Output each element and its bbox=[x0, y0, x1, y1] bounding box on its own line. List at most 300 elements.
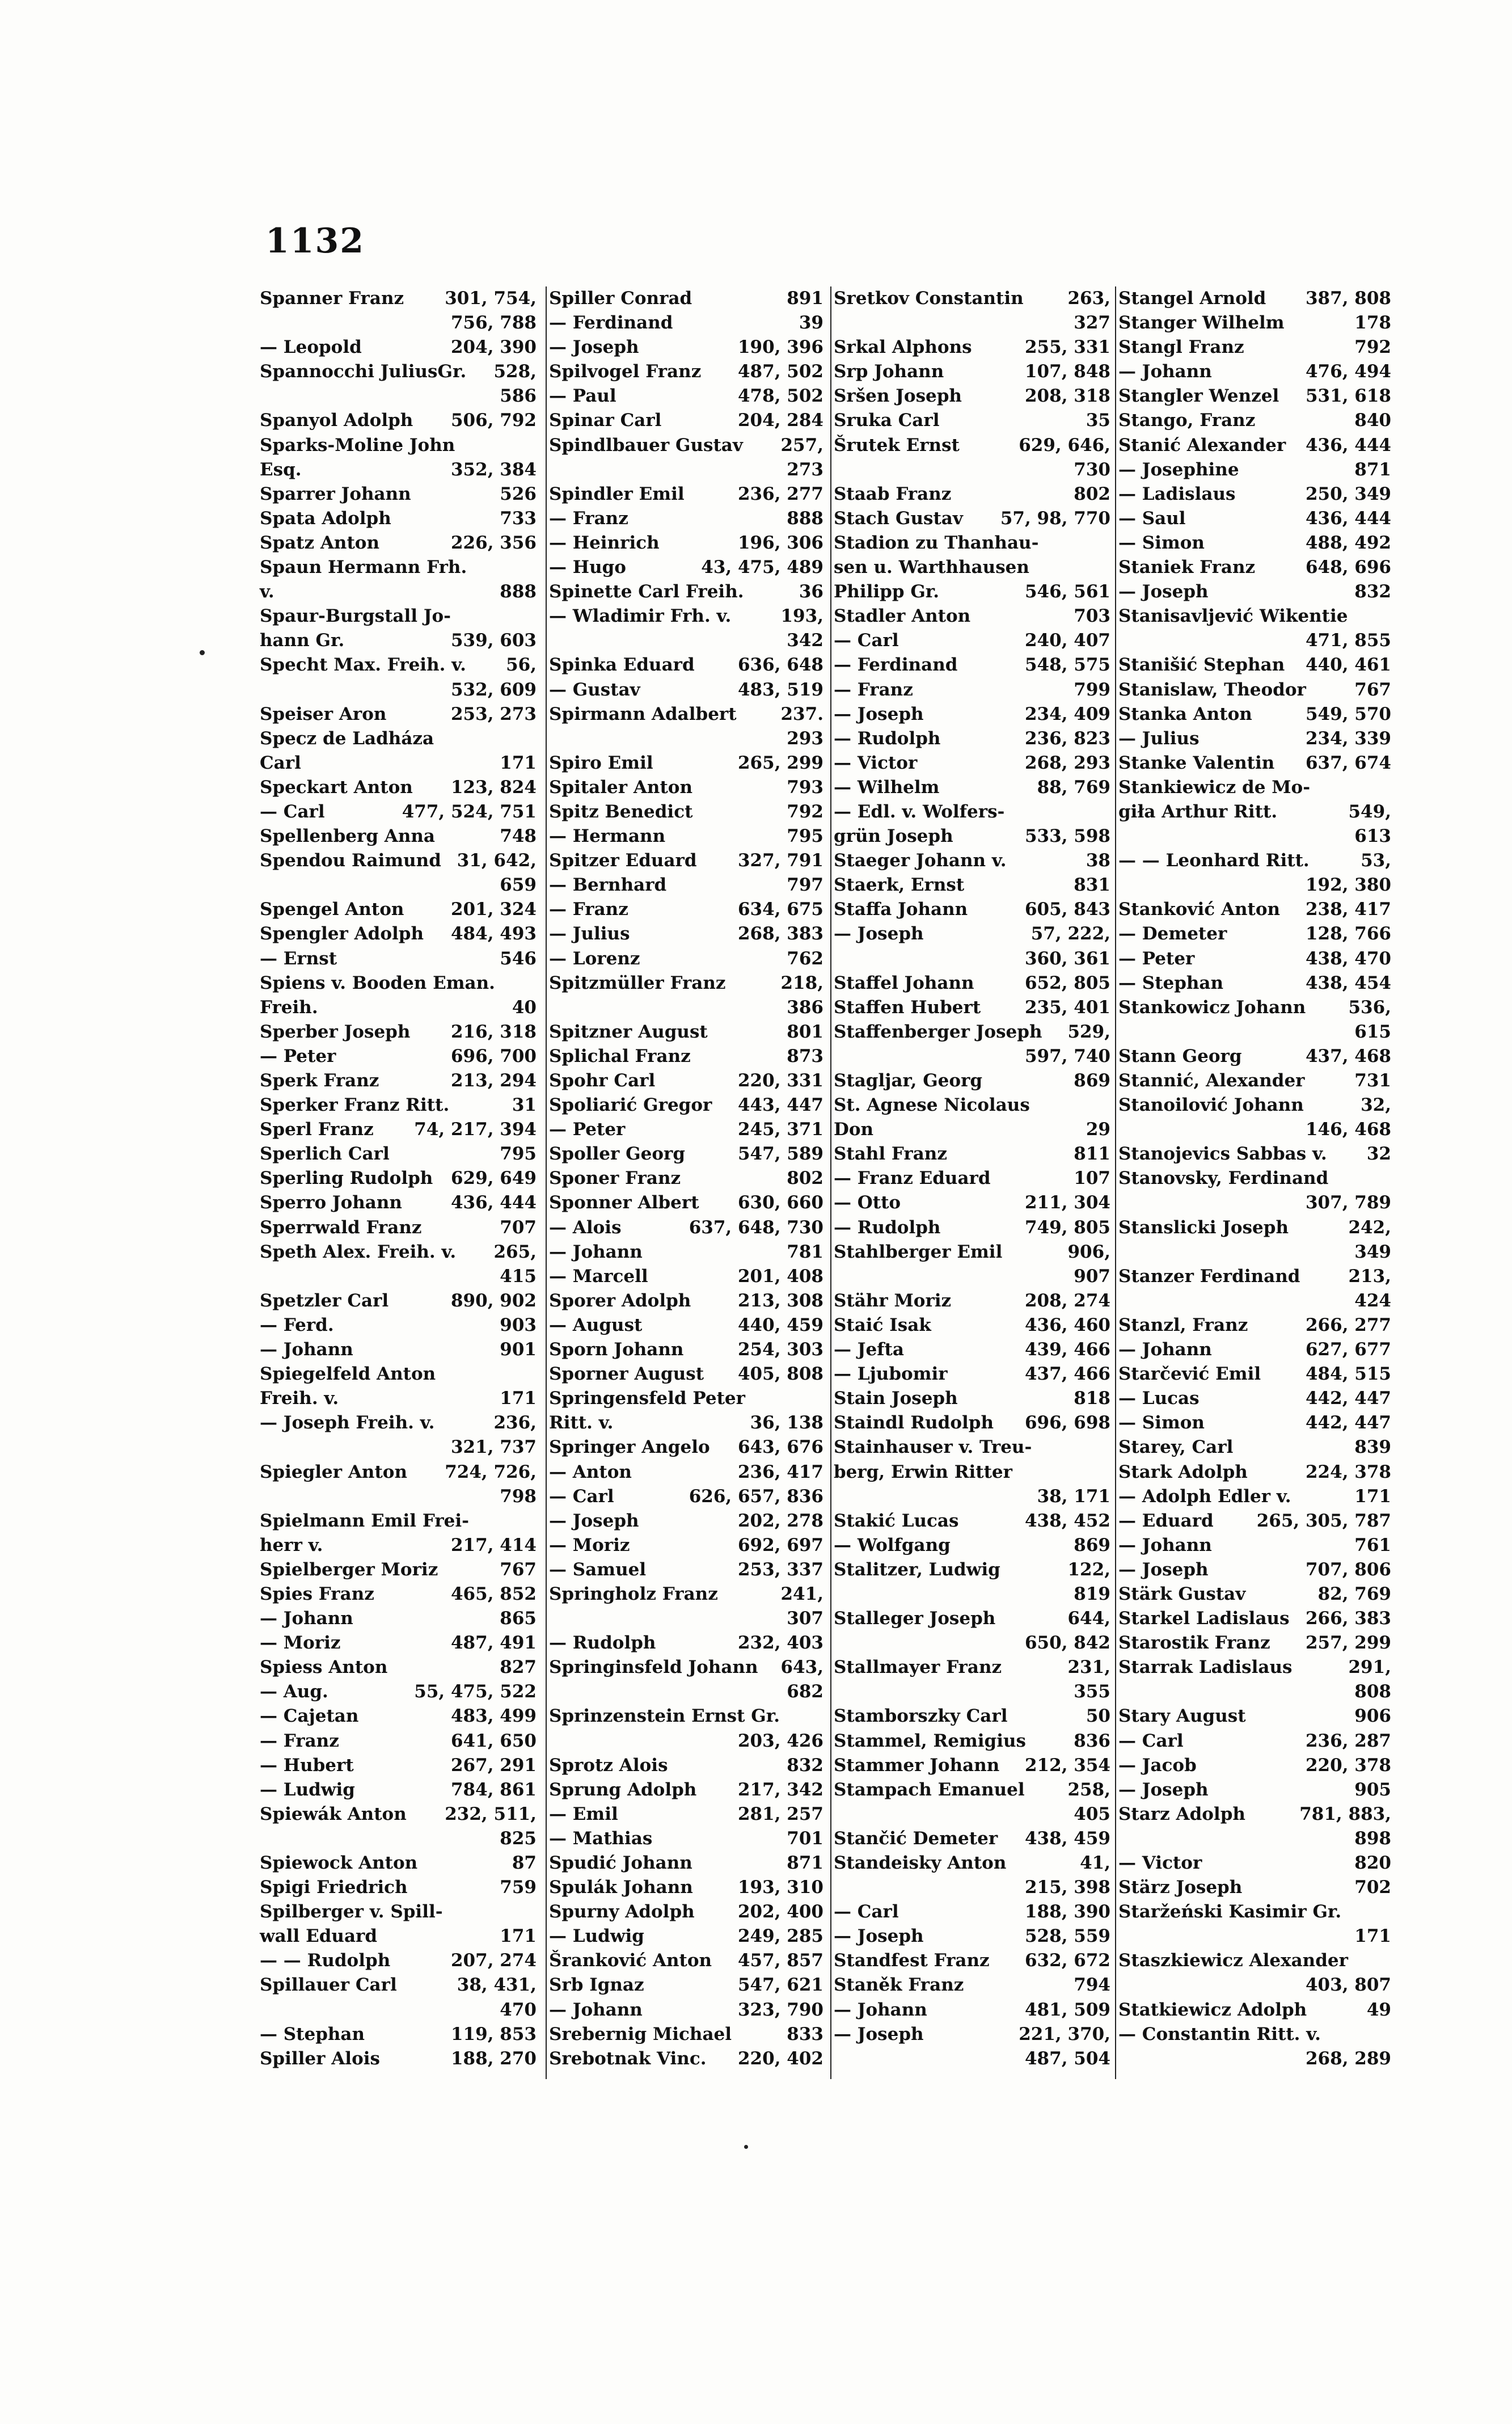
index-entry bbox=[834, 1216, 1110, 1240]
index-entry bbox=[834, 1753, 1110, 1778]
entry-pages: 820 bbox=[1354, 1853, 1391, 1873]
entry-pages: 188, 270 bbox=[450, 2048, 537, 2069]
entry-name: — Samuel bbox=[549, 1559, 647, 1580]
index-entry bbox=[260, 458, 537, 482]
entry-name: Sponer Franz bbox=[549, 1168, 681, 1189]
index-entry bbox=[1118, 629, 1391, 653]
index-entry bbox=[1118, 1924, 1391, 1949]
index-entry bbox=[1118, 1240, 1391, 1264]
entry-pages: 797 bbox=[787, 875, 823, 896]
entry-pages: 905 bbox=[1354, 1779, 1391, 1800]
index-entry bbox=[834, 1655, 1110, 1680]
entry-name: Spaun Hermann Frh. bbox=[260, 557, 467, 578]
index-entry bbox=[549, 1069, 823, 1093]
index-entry bbox=[260, 1875, 537, 1900]
entry-pages: 41, bbox=[1080, 1853, 1110, 1873]
index-entry bbox=[260, 1509, 537, 1533]
entry-pages: 213, 294 bbox=[450, 1070, 537, 1091]
entry-name: — Otto bbox=[834, 1192, 901, 1213]
entry-name: Freih. bbox=[260, 997, 318, 1018]
index-entry bbox=[1118, 1166, 1391, 1191]
entry-pages: 32, bbox=[1361, 1095, 1391, 1116]
entry-name: Starz Adolph bbox=[1118, 1803, 1245, 1824]
entry-pages: 107 bbox=[1074, 1168, 1110, 1189]
index-entry bbox=[834, 873, 1110, 897]
entry-name: Specz de Ladháza bbox=[260, 728, 434, 749]
index-entry bbox=[549, 1802, 823, 1827]
entry-name: Stangl Franz bbox=[1118, 337, 1244, 358]
entry-name: herr v. bbox=[260, 1535, 323, 1555]
index-entry bbox=[834, 1558, 1110, 1582]
entry-pages: 327 bbox=[1074, 313, 1110, 334]
index-entry bbox=[549, 1558, 823, 1582]
entry-pages: 240, 407 bbox=[1024, 630, 1110, 651]
index-entry bbox=[549, 1044, 823, 1069]
entry-pages: 119, 853 bbox=[450, 2023, 537, 2044]
entry-name: Sporner August bbox=[549, 1364, 704, 1385]
index-entry bbox=[260, 531, 537, 555]
index-entry bbox=[1118, 1753, 1391, 1778]
entry-name: Sparrer Johann bbox=[260, 483, 411, 504]
entry-pages: 483, 499 bbox=[450, 1706, 537, 1727]
stray-mark bbox=[200, 650, 205, 655]
index-entry bbox=[1118, 1533, 1391, 1558]
entry-pages: 236, 823 bbox=[1024, 728, 1110, 749]
entry-pages: 208, 318 bbox=[1024, 386, 1110, 407]
entry-pages: 613 bbox=[1354, 826, 1391, 847]
entry-name: — August bbox=[549, 1314, 643, 1335]
index-entry bbox=[1118, 1729, 1391, 1753]
entry-name: Stango, Franz bbox=[1118, 410, 1256, 431]
entry-name: Standfest Franz bbox=[834, 1950, 990, 1971]
entry-pages: 487, 491 bbox=[450, 1633, 537, 1654]
stray-mark bbox=[744, 2145, 748, 2149]
index-entry bbox=[260, 849, 537, 873]
index-entry bbox=[549, 629, 823, 653]
index-entry bbox=[260, 1998, 537, 2022]
index-entry bbox=[549, 1851, 823, 1875]
entry-pages: 549, 570 bbox=[1305, 703, 1391, 724]
entry-name: — Wolfgang bbox=[834, 1535, 951, 1555]
index-entry bbox=[549, 702, 823, 727]
entry-name: — Peter bbox=[549, 1119, 626, 1140]
entry-pages: 236, 277 bbox=[737, 483, 823, 504]
entry-pages: 903 bbox=[500, 1314, 537, 1335]
entry-name: Stainhauser v. Treu- bbox=[834, 1437, 1032, 1458]
entry-name: — Aug. bbox=[260, 1681, 328, 1702]
index-entry bbox=[549, 751, 823, 775]
index-entry bbox=[1118, 1509, 1391, 1533]
index-entry bbox=[834, 1142, 1110, 1166]
index-entry bbox=[260, 1607, 537, 1631]
entry-pages: 906, bbox=[1067, 1241, 1110, 1262]
index-entry bbox=[549, 678, 823, 702]
entry-name: Spiegler Anton bbox=[260, 1461, 407, 1482]
entry-pages: 819 bbox=[1074, 1583, 1110, 1604]
entry-pages: 242, bbox=[1348, 1217, 1391, 1238]
index-entry bbox=[549, 1753, 823, 1778]
entry-pages: 38, 171 bbox=[1037, 1486, 1110, 1507]
index-entry bbox=[1118, 507, 1391, 531]
entry-pages: 792 bbox=[1354, 337, 1391, 358]
index-entry bbox=[834, 482, 1110, 507]
entry-pages: 440, 461 bbox=[1305, 655, 1391, 676]
entry-pages: 355 bbox=[1074, 1681, 1110, 1702]
entry-pages: 597, 740 bbox=[1024, 1046, 1110, 1066]
entry-name: Srp Johann bbox=[834, 361, 944, 382]
index-entry bbox=[549, 1020, 823, 1044]
entry-name: Spitaler Anton bbox=[549, 777, 692, 798]
entry-pages: 811 bbox=[1074, 1144, 1110, 1165]
entry-name: Staić Isak bbox=[834, 1314, 931, 1335]
index-entry bbox=[1118, 1949, 1391, 1973]
entry-name: Spindler Emil bbox=[549, 483, 685, 504]
entry-pages: 232, 511, bbox=[445, 1803, 537, 1824]
entry-pages: 802 bbox=[1074, 483, 1110, 504]
entry-pages: 825 bbox=[500, 1828, 537, 1849]
entry-name: Starrak Ladislaus bbox=[1118, 1657, 1293, 1678]
index-entry bbox=[1118, 433, 1391, 458]
index-entry bbox=[260, 922, 537, 946]
entry-pages: 32 bbox=[1366, 1144, 1391, 1165]
entry-pages: 827 bbox=[500, 1657, 537, 1678]
entry-name: Staffa Johann bbox=[834, 899, 968, 920]
index-entry bbox=[549, 1485, 823, 1509]
entry-name: — Ludwig bbox=[549, 1926, 644, 1947]
entry-name: Spurny Adolph bbox=[549, 1902, 695, 1923]
entry-pages: 323, 790 bbox=[737, 1999, 823, 2020]
entry-pages: 630, 660 bbox=[737, 1192, 823, 1213]
entry-pages: 888 bbox=[787, 508, 823, 529]
index-entry bbox=[549, 1386, 823, 1411]
entry-name: Staeger Johann v. bbox=[834, 850, 1007, 871]
entry-name: — Joseph bbox=[1118, 581, 1209, 602]
index-entry bbox=[549, 2022, 823, 2047]
entry-pages: 53, bbox=[1361, 850, 1391, 871]
entry-name: St. Agnese Nicolaus bbox=[834, 1095, 1030, 1116]
index-entry bbox=[834, 1093, 1110, 1118]
entry-name: Stalleger Joseph bbox=[834, 1608, 996, 1629]
entry-pages: 301, 754, bbox=[445, 288, 537, 309]
entry-pages: 795 bbox=[787, 826, 823, 847]
entry-pages: 457, 857 bbox=[737, 1950, 823, 1971]
entry-name: — Johann bbox=[1118, 361, 1212, 382]
index-entry bbox=[260, 1362, 537, 1386]
entry-pages: 234, 339 bbox=[1305, 728, 1391, 749]
entry-name: Stanislaw, Theodor bbox=[1118, 679, 1306, 700]
entry-pages: 171 bbox=[500, 1388, 537, 1409]
entry-pages: 652, 805 bbox=[1024, 972, 1110, 993]
entry-pages: 202, 400 bbox=[737, 1902, 823, 1923]
entry-name: Spiewák Anton bbox=[260, 1803, 407, 1824]
index-entry bbox=[834, 800, 1110, 824]
entry-name: — Carl bbox=[834, 1902, 899, 1923]
index-entry bbox=[834, 1044, 1110, 1069]
index-entry bbox=[260, 1827, 537, 1851]
index-entry bbox=[1118, 1264, 1391, 1289]
entry-name: Stampach Emanuel bbox=[834, 1779, 1025, 1800]
entry-name: Philipp Gr. bbox=[834, 581, 940, 602]
index-entry bbox=[834, 849, 1110, 873]
entry-name: — Ferdinand bbox=[834, 655, 958, 676]
index-entry bbox=[260, 971, 537, 996]
entry-pages: 107, 848 bbox=[1024, 361, 1110, 382]
entry-name: Sporer Adolph bbox=[549, 1290, 691, 1311]
entry-pages: 793 bbox=[787, 777, 823, 798]
entry-pages: 438, 459 bbox=[1024, 1828, 1110, 1849]
entry-pages: 403, 807 bbox=[1305, 1975, 1391, 1996]
index-entry bbox=[549, 1533, 823, 1558]
index-entry bbox=[834, 1729, 1110, 1753]
entry-name: — Cajetan bbox=[260, 1706, 359, 1727]
entry-pages: 703 bbox=[1074, 606, 1110, 627]
entry-name: — Eduard bbox=[1118, 1510, 1214, 1531]
entry-pages: 632, 672 bbox=[1024, 1950, 1110, 1971]
index-entry bbox=[834, 678, 1110, 702]
index-entry bbox=[834, 775, 1110, 800]
entry-name: Stanoilović Johann bbox=[1118, 1095, 1304, 1116]
entry-name: Spilberger v. Spill- bbox=[260, 1902, 443, 1923]
index-entry bbox=[260, 1142, 537, 1166]
entry-pages: 55, 475, 522 bbox=[414, 1681, 537, 1702]
entry-pages: 257, bbox=[780, 435, 823, 456]
entry-pages: 767 bbox=[500, 1559, 537, 1580]
index-entry bbox=[260, 1313, 537, 1338]
index-entry bbox=[549, 335, 823, 360]
entry-name: — Anton bbox=[549, 1461, 632, 1482]
entry-pages: 547, 621 bbox=[737, 1975, 823, 1996]
entry-pages: 627, 677 bbox=[1305, 1339, 1391, 1360]
entry-pages: 196, 306 bbox=[737, 532, 823, 553]
index-entry bbox=[1118, 1362, 1391, 1386]
entry-pages: 245, 371 bbox=[737, 1119, 823, 1140]
entry-pages: 643, 676 bbox=[737, 1437, 823, 1458]
index-entry bbox=[549, 800, 823, 824]
entry-pages: 898 bbox=[1354, 1828, 1391, 1849]
index-entry bbox=[834, 1949, 1110, 1973]
index-entry bbox=[1118, 458, 1391, 482]
entry-name: — Johann bbox=[834, 1999, 927, 2020]
index-entry bbox=[549, 1338, 823, 1362]
index-entry bbox=[549, 1289, 823, 1313]
index-entry bbox=[834, 897, 1110, 922]
entry-name: — Carl bbox=[549, 1486, 614, 1507]
index-entry bbox=[1118, 1142, 1391, 1166]
entry-name: Srb Ignaz bbox=[549, 1975, 644, 1996]
index-entry bbox=[549, 1607, 823, 1631]
entry-name: Spannocchi JuliusGr. bbox=[260, 361, 467, 382]
entry-name: — Joseph bbox=[549, 1510, 639, 1531]
entry-name: — Ferdinand bbox=[549, 313, 673, 334]
entry-pages: 349 bbox=[1354, 1241, 1391, 1262]
entry-name: — Ernst bbox=[260, 948, 337, 969]
entry-pages: 213, bbox=[1348, 1266, 1391, 1287]
entry-name: Spanyol Adolph bbox=[260, 410, 413, 431]
entry-name: Sperker Franz Ritt. bbox=[260, 1095, 450, 1116]
index-entry bbox=[1118, 1851, 1391, 1875]
entry-pages: 891 bbox=[787, 288, 823, 309]
entry-name: Stankowicz Johann bbox=[1118, 997, 1306, 1018]
index-entry bbox=[1118, 751, 1391, 775]
index-entry bbox=[834, 727, 1110, 751]
index-entry bbox=[549, 2047, 823, 2071]
index-entry bbox=[834, 1680, 1110, 1704]
entry-pages: 888 bbox=[500, 581, 537, 602]
entry-pages: 762 bbox=[787, 948, 823, 969]
entry-pages: 29 bbox=[1086, 1119, 1110, 1140]
entry-name: — Heinrich bbox=[549, 532, 660, 553]
entry-pages: 38, 431, bbox=[457, 1975, 537, 1996]
index-entry bbox=[1118, 897, 1391, 922]
entry-name: Staab Franz bbox=[834, 483, 952, 504]
index-entry bbox=[260, 1582, 537, 1607]
index-entry bbox=[549, 286, 823, 311]
index-entry bbox=[549, 1704, 823, 1729]
index-entry bbox=[1118, 1704, 1391, 1729]
entry-name: Springensfeld Peter bbox=[549, 1388, 745, 1409]
entry-pages: 211, 304 bbox=[1024, 1192, 1110, 1213]
entry-pages: 873 bbox=[787, 1046, 823, 1066]
index-entry bbox=[1118, 1044, 1391, 1069]
index-entry bbox=[834, 1924, 1110, 1949]
entry-pages: 696, 700 bbox=[450, 1046, 537, 1066]
entry-name: Springer Angelo bbox=[549, 1437, 710, 1458]
entry-name: — Stephan bbox=[1118, 972, 1224, 993]
entry-name: Stagljar, Georg bbox=[834, 1070, 983, 1091]
index-entry bbox=[1118, 335, 1391, 360]
entry-pages: 265, 305, 787 bbox=[1256, 1510, 1391, 1531]
entry-name: Spengler Adolph bbox=[260, 924, 424, 945]
entry-pages: 221, 370, bbox=[1019, 2023, 1110, 2044]
entry-name: Spengel Anton bbox=[260, 899, 404, 920]
index-entry bbox=[1118, 1802, 1391, 1827]
entry-name: — Joseph bbox=[834, 703, 924, 724]
entry-pages: 212, 354 bbox=[1024, 1755, 1110, 1776]
index-entry bbox=[549, 1827, 823, 1851]
entry-name: Springinsfeld Johann bbox=[549, 1657, 758, 1678]
entry-name: — Moriz bbox=[549, 1535, 630, 1555]
entry-pages: 436, 444 bbox=[1305, 435, 1391, 456]
entry-name: Spinar Carl bbox=[549, 410, 662, 431]
entry-name: Stammel, Remigius bbox=[834, 1730, 1026, 1751]
entry-pages: 748 bbox=[500, 826, 537, 847]
index-entry bbox=[260, 751, 537, 775]
index-entry bbox=[834, 360, 1110, 384]
index-entry bbox=[834, 1118, 1110, 1142]
entry-pages: 268, 383 bbox=[737, 924, 823, 945]
entry-pages: 254, 303 bbox=[737, 1339, 823, 1360]
index-entry bbox=[260, 1386, 537, 1411]
entry-pages: 470 bbox=[500, 1999, 537, 2020]
entry-name: Starostik Franz bbox=[1118, 1633, 1270, 1654]
entry-pages: 465, 852 bbox=[450, 1583, 537, 1604]
entry-pages: 707 bbox=[500, 1217, 537, 1238]
index-entry bbox=[834, 580, 1110, 604]
entry-pages: 795 bbox=[500, 1144, 537, 1165]
index-entry bbox=[1118, 873, 1391, 897]
index-entry bbox=[1118, 1460, 1391, 1485]
entry-name: — Lorenz bbox=[549, 948, 640, 969]
index-entry bbox=[834, 384, 1110, 408]
entry-pages: 547, 589 bbox=[737, 1144, 823, 1165]
entry-pages: 232, 403 bbox=[737, 1633, 823, 1654]
entry-pages: 266, 277 bbox=[1305, 1314, 1391, 1335]
index-entry bbox=[260, 702, 537, 727]
entry-pages: 268, 293 bbox=[1024, 752, 1110, 773]
entry-pages: 122, bbox=[1067, 1559, 1110, 1580]
entry-pages: 265, bbox=[493, 1241, 537, 1262]
entry-name: Srkal Alphons bbox=[834, 337, 972, 358]
index-entry bbox=[549, 996, 823, 1020]
entry-pages: 128, 766 bbox=[1305, 924, 1391, 945]
index-entry bbox=[834, 604, 1110, 629]
index-entry bbox=[260, 335, 537, 360]
index-entry bbox=[834, 1875, 1110, 1900]
entry-name: Šranković Anton bbox=[549, 1950, 712, 1971]
index-entry bbox=[260, 629, 537, 653]
entry-name: Staniek Franz bbox=[1118, 557, 1256, 578]
entry-name: Stanković Anton bbox=[1118, 899, 1281, 920]
entry-name: Splichal Franz bbox=[549, 1046, 691, 1066]
entry-name: Sprotz Alois bbox=[549, 1755, 668, 1776]
index-entry bbox=[834, 458, 1110, 482]
column-divider bbox=[830, 286, 831, 2079]
entry-pages: 202, 278 bbox=[737, 1510, 823, 1531]
entry-name: Srebernig Michael bbox=[549, 2023, 732, 2044]
index-entry bbox=[260, 555, 537, 580]
entry-pages: 439, 466 bbox=[1024, 1339, 1110, 1360]
index-entry bbox=[260, 311, 537, 335]
entry-name: Stärz Joseph bbox=[1118, 1877, 1243, 1898]
entry-name: Sperro Johann bbox=[260, 1192, 402, 1213]
index-entry bbox=[834, 286, 1110, 311]
index-entry bbox=[834, 555, 1110, 580]
index-entry bbox=[260, 727, 537, 751]
entry-pages: 637, 648, 730 bbox=[689, 1217, 823, 1238]
index-entry bbox=[549, 384, 823, 408]
entry-name: Sperling Rudolph bbox=[260, 1168, 433, 1189]
entry-name: Spendou Raimund bbox=[260, 850, 441, 871]
index-entry bbox=[549, 775, 823, 800]
entry-name: Srebotnak Vinc. bbox=[549, 2048, 707, 2069]
index-entry bbox=[1118, 824, 1391, 849]
entry-pages: 39 bbox=[799, 313, 823, 334]
index-entry bbox=[834, 1460, 1110, 1485]
entry-pages: 218, bbox=[780, 972, 823, 993]
entry-pages: 781 bbox=[787, 1241, 823, 1262]
entry-pages: 250, 349 bbox=[1305, 483, 1391, 504]
entry-pages: 253, 337 bbox=[737, 1559, 823, 1580]
entry-name: Starey, Carl bbox=[1118, 1437, 1234, 1458]
index-entry bbox=[1118, 1338, 1391, 1362]
entry-pages: 57, 222, bbox=[1030, 924, 1110, 945]
entry-name: — Gustav bbox=[549, 679, 640, 700]
page-number: 1132 bbox=[265, 221, 365, 261]
entry-pages: 724, 726, bbox=[445, 1461, 537, 1482]
entry-pages: 178 bbox=[1354, 313, 1391, 334]
entry-name: Spitz Benedict bbox=[549, 801, 693, 822]
index-entry bbox=[549, 408, 823, 433]
index-entry bbox=[549, 1460, 823, 1485]
entry-pages: 442, 447 bbox=[1305, 1388, 1391, 1409]
entry-name: — — Rudolph bbox=[260, 1950, 391, 1971]
index-entry bbox=[1118, 1607, 1391, 1631]
entry-pages: 36, 138 bbox=[750, 1413, 823, 1434]
index-entry bbox=[260, 1729, 537, 1753]
index-entry bbox=[549, 873, 823, 897]
index-entry bbox=[1118, 482, 1391, 507]
entry-pages: 634, 675 bbox=[737, 899, 823, 920]
